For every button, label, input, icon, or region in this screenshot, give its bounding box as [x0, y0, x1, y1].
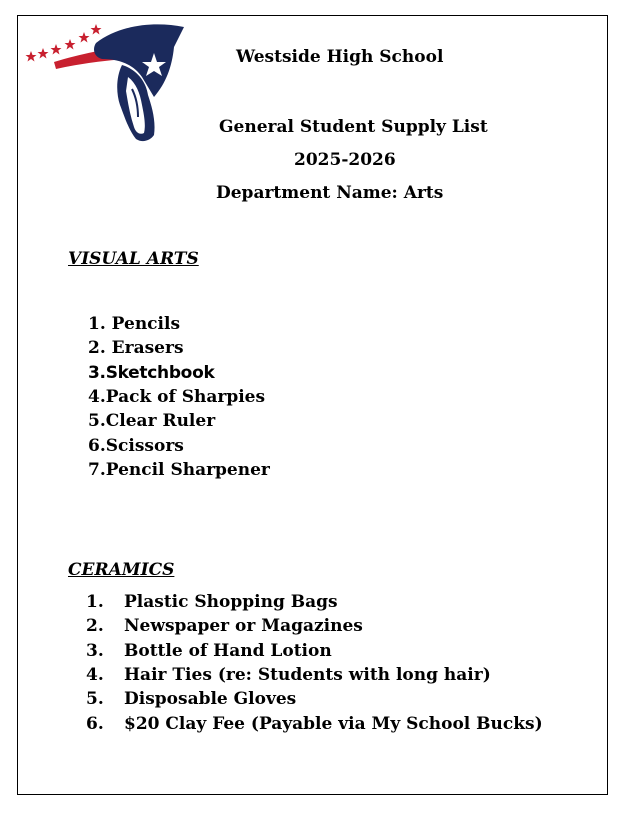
item-number: 4.: [88, 387, 106, 407]
school-name: Westside High School: [236, 47, 444, 67]
patriot-head-logo-icon: [24, 17, 194, 145]
item-text: Scissors: [105, 436, 184, 456]
item-number: 5.: [88, 411, 106, 431]
item-number: 2.: [86, 616, 104, 636]
item-text: Disposable Gloves: [124, 689, 297, 709]
list-item: [88, 411, 215, 431]
item-text: Bottle of Hand Lotion: [124, 641, 332, 661]
list-item: [88, 436, 184, 456]
item-number: 2.: [88, 338, 106, 358]
list-item: [88, 387, 265, 407]
item-text: $20 Clay Fee (Payable via My School Bucks): [124, 714, 543, 734]
visual-arts-heading: VISUAL ARTS: [68, 249, 199, 269]
item-number: 5.: [86, 689, 104, 709]
list-item: [88, 363, 214, 383]
item-text: Hair Ties (re: Students with long hair): [124, 665, 491, 685]
item-number: 4.: [86, 665, 104, 685]
item-text: Pencil Sharpener: [105, 460, 270, 480]
item-text: Clear Ruler: [105, 411, 216, 431]
item-text: Sketchbook: [105, 363, 215, 383]
department-name: Department Name: Arts: [216, 183, 444, 203]
list-item: [88, 338, 184, 358]
list-item: [88, 460, 270, 480]
item-number: 7.: [88, 460, 106, 480]
item-text: Erasers: [111, 338, 184, 358]
item-number: 6.: [86, 714, 104, 734]
item-text: Newspaper or Magazines: [124, 616, 363, 636]
item-number: 1.: [88, 314, 106, 334]
list-item: [88, 314, 180, 334]
item-number: 3.: [86, 641, 104, 661]
item-text: Pack of Sharpies: [105, 387, 266, 407]
item-number: 1.: [86, 592, 104, 612]
item-text: Plastic Shopping Bags: [124, 592, 338, 612]
ceramics-heading: CERAMICS: [68, 560, 175, 580]
list-title: General Student Supply List: [219, 117, 488, 137]
item-number: 6.: [88, 436, 106, 456]
school-year: 2025-2026: [294, 150, 396, 170]
item-text: Pencils: [111, 314, 181, 334]
item-number: 3.: [88, 363, 106, 383]
